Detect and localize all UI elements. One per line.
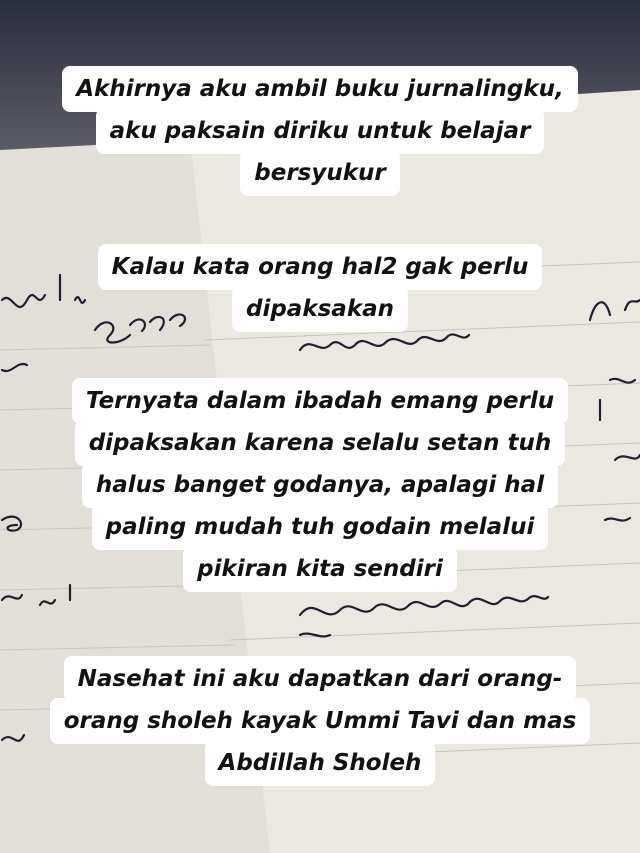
caption-line: Kalau kata orang hal2 gak perlu: [98, 244, 543, 290]
caption-line: Ternyata dalam ibadah emang perlu: [72, 378, 568, 424]
caption-block-4: [0, 656, 640, 786]
caption-line: orang sholeh kayak Ummi Tavi dan mas: [50, 698, 591, 744]
caption-line: bersyukur: [240, 150, 399, 196]
caption-line: dipaksakan karena selalu setan tuh: [75, 420, 566, 466]
caption-line: dipaksakan: [232, 286, 408, 332]
caption-line: paling mudah tuh godain melalui: [92, 504, 549, 550]
caption-block-2: [0, 244, 640, 332]
caption-block-3: [0, 378, 640, 592]
caption-block-1: [0, 66, 640, 196]
caption-line: Nasehat ini aku dapatkan dari orang-: [64, 656, 577, 702]
caption-line: Abdillah Sholeh: [205, 740, 436, 786]
caption-line: pikiran kita sendiri: [183, 546, 457, 592]
caption-line: halus banget godanya, apalagi hal: [82, 462, 558, 508]
caption-line: Akhirnya aku ambil buku jurnalingku,: [62, 66, 578, 112]
caption-line: aku paksain diriku untuk belajar: [96, 108, 545, 154]
